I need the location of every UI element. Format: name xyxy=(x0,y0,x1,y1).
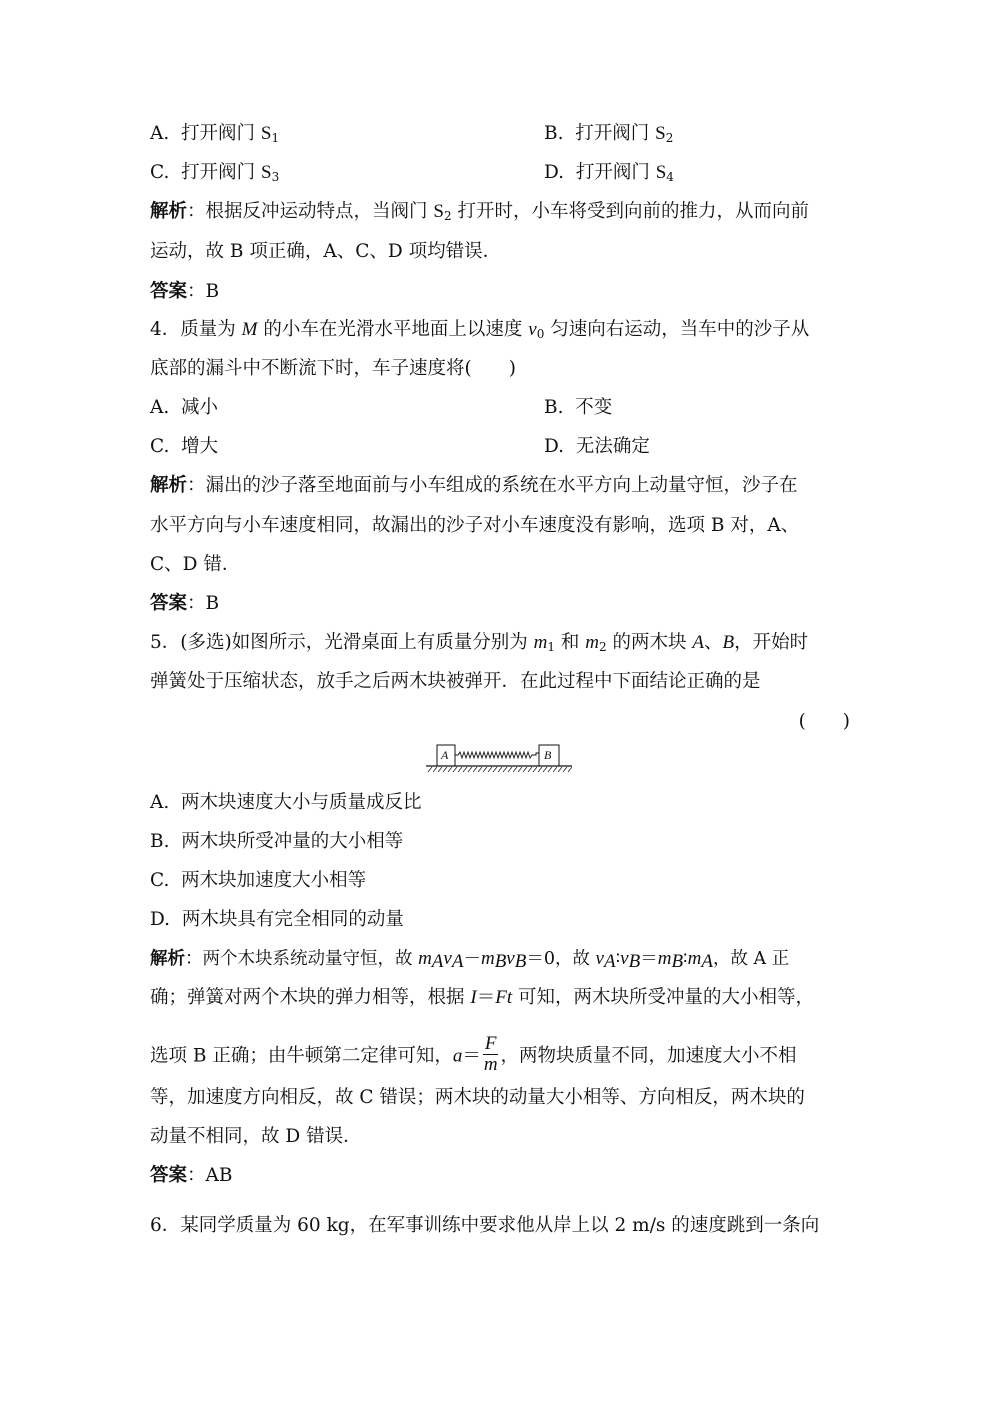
q3-option-d: D. 打开阀门 $S_4$ xyxy=(544,162,674,184)
block-a-label: A xyxy=(441,748,449,762)
spring-blocks-figure xyxy=(426,743,572,773)
q4-option-c: C. 增大 xyxy=(150,436,219,457)
q5-analysis-line3: 选项 B 正确；由牛顿第二定律可知，a＝ $\frac{F}{m}$ ，两物块质量不同，加速度大小不相 xyxy=(150,1033,797,1075)
q4-stem-line2: 底部的漏斗中不断流下时，车子速度将( ) xyxy=(150,358,516,379)
q4-analysis-line3: C、D 错． xyxy=(150,554,241,575)
q3-analysis-line2: 运动，故 B 项正确，A、C、D 项均错误． xyxy=(150,241,502,262)
q4-analysis-line2: 水平方向与小车速度相同，故漏出的沙子对小车速度没有影响，选项 B 对，A、 xyxy=(150,515,800,536)
q4-option-b: B. 不变 xyxy=(544,397,613,418)
q3-analysis-line1: 解析：根据反冲运动特点，当阀门 $S_2$ 打开时，小车将受到向前的推力，从而向前 xyxy=(150,201,810,223)
q4-answer: 答案：B xyxy=(150,593,220,614)
analysis-label: 解析 xyxy=(150,949,185,969)
answer-label: 答案 xyxy=(150,281,188,302)
q3-option-a: A. 打开阀门 $S_1$ xyxy=(150,123,280,145)
q5-option-d: D. 两木块具有完全相同的动量 xyxy=(150,909,404,930)
analysis-label: 解析 xyxy=(150,201,188,222)
q5-answer-bracket: ( ) xyxy=(798,711,850,732)
q5-analysis-line1: 解析：两个木块系统动量守恒，故 $m_Av_A-m_Bv_B=0$，故 $v_A∶v_B=m_B∶m_A$，故 A 正 xyxy=(150,948,790,972)
answer-label: 答案 xyxy=(150,1165,188,1186)
answer-label: 答案 xyxy=(150,593,188,614)
q3-option-c: C. 打开阀门 $S_3$ xyxy=(150,162,280,184)
q5-option-b: B. 两木块所受冲量的大小相等 xyxy=(150,831,404,852)
block-b-label: B xyxy=(544,748,552,762)
q4-analysis-line1: 解析：漏出的沙子落至地面前与小车组成的系统在水平方向上动量守恒，沙子在 xyxy=(150,475,798,496)
q3-answer: 答案：B xyxy=(150,281,220,302)
q5-answer: 答案：AB xyxy=(150,1165,233,1186)
fraction-f-over-m: $\frac{F}{m}$ xyxy=(483,1033,498,1075)
q5-option-a: A. 两木块速度大小与质量成反比 xyxy=(150,792,422,813)
q5-analysis-line2: 确；弹簧对两个木块的弹力相等，根据 I＝Ft 可知，两木块所受冲量的大小相等， xyxy=(150,987,815,1008)
q4-option-a: A. 减小 xyxy=(150,397,219,418)
q6-stem-line1: 6．某同学质量为 60 kg，在军事训练中要求他从岸上以 2 m/s 的速度跳到一条向 xyxy=(150,1215,820,1236)
q4-option-d: D. 无法确定 xyxy=(544,436,650,457)
q5-stem-line1: 5．(多选)如图所示，光滑桌面上有质量分别为 $m_1$ 和 $m_2$ 的两木块 A、B，开始时 xyxy=(150,632,809,654)
q3-option-b: B. 打开阀门 $S_2$ xyxy=(544,123,674,145)
q5-option-c: C. 两木块加速度大小相等 xyxy=(150,870,367,891)
q5-analysis-line5: 动量不相同，故 D 错误． xyxy=(150,1126,362,1147)
q4-stem-line1: 4．质量为 M 的小车在光滑水平地面上以速度 $v_0$ 匀速向右运动，当车中的沙子从 xyxy=(150,319,810,341)
q5-analysis-line4: 等，加速度方向相反，故 C 错误；两木块的动量大小相等、方向相反，两木块的 xyxy=(150,1087,805,1108)
analysis-label: 解析 xyxy=(150,475,188,496)
q5-stem-line2: 弹簧处于压缩状态，放手之后两木块被弹开．在此过程中下面结论正确的是 xyxy=(150,671,761,692)
